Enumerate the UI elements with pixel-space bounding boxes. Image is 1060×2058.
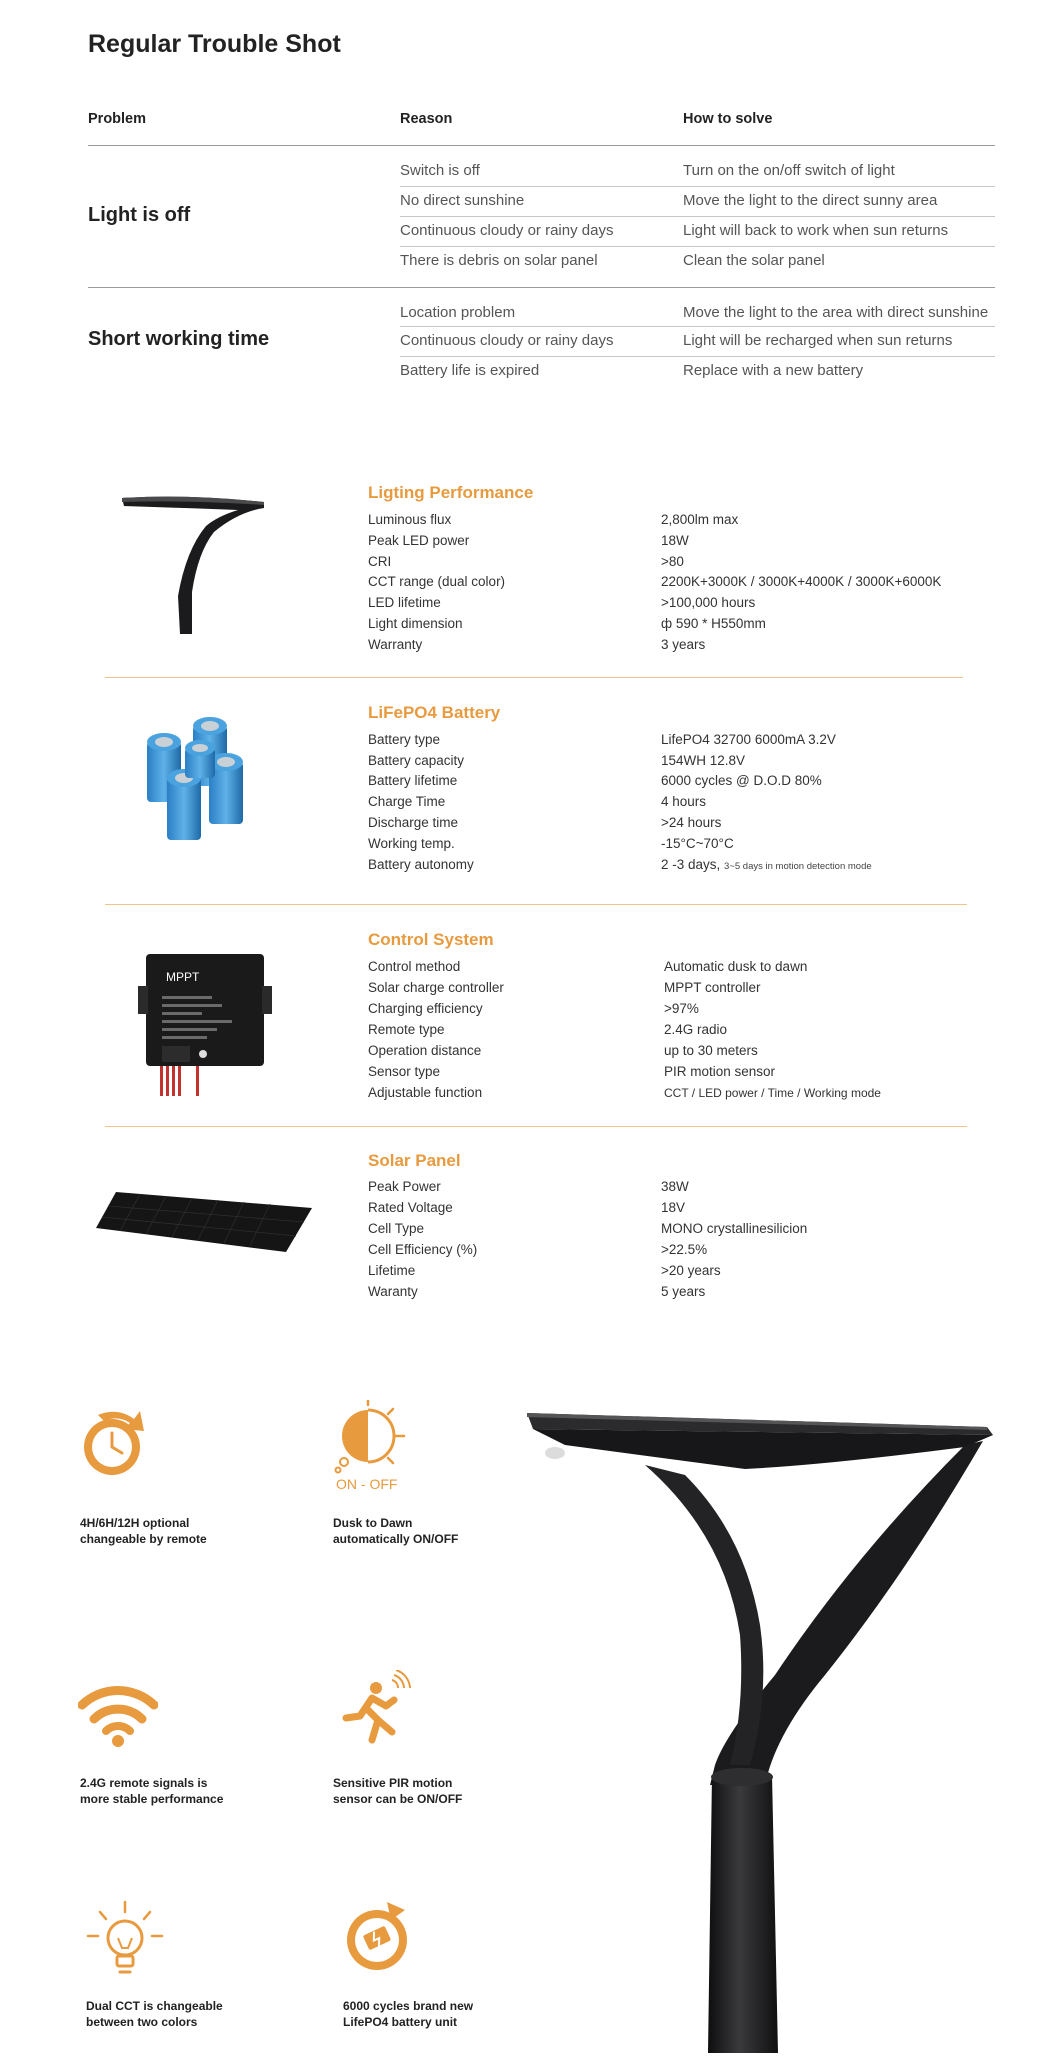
spec-value: Automatic dusk to dawn xyxy=(664,959,808,974)
spec-heading-control: Control System xyxy=(368,930,494,949)
problem-light-is-off: Light is off xyxy=(88,204,191,226)
spec-value: up to 30 meters xyxy=(664,1043,758,1058)
row-divider xyxy=(400,186,995,187)
spec-value: >97% xyxy=(664,1001,699,1016)
spec-value: >22.5% xyxy=(661,1242,708,1257)
spec-value: 4 hours xyxy=(661,794,707,809)
feature-label-dusk-dawn xyxy=(333,1515,533,1547)
feature-line: automatically ON/OFF xyxy=(333,1532,459,1546)
spec-value: >20 years xyxy=(661,1263,721,1278)
spec-value: 38W xyxy=(661,1179,689,1194)
table-cell-solution: Move the light to the direct sunny area xyxy=(683,192,938,209)
feature-line: 2.4G remote signals is xyxy=(80,1776,208,1790)
spec-value: 18V xyxy=(661,1200,686,1215)
table-cell-solution: Turn on the on/off switch of light xyxy=(683,162,895,179)
problem-short-working-time: Short working time xyxy=(88,328,270,350)
mppt-controller-image xyxy=(118,928,293,1113)
spec-label: Control method xyxy=(368,959,461,974)
spec-label: Battery lifetime xyxy=(368,773,458,788)
feature-line: Dusk to Dawn xyxy=(333,1516,413,1530)
battery-cycle-icon xyxy=(343,1898,415,1976)
spec-label: Battery autonomy xyxy=(368,857,474,872)
spec-label: Battery type xyxy=(368,732,441,747)
spec-label: Peak Power xyxy=(368,1179,441,1194)
spec-label: Rated Voltage xyxy=(368,1200,453,1215)
table-cell-reason: Continuous cloudy or rainy days xyxy=(400,332,614,349)
feature-label-remote xyxy=(80,1775,280,1807)
timer-icon xyxy=(78,1405,150,1480)
spec-value: 2.4G radio xyxy=(664,1022,728,1037)
feature-label-cct xyxy=(86,1998,286,2030)
wifi-signal-icon xyxy=(78,1683,158,1747)
group-divider xyxy=(88,287,995,288)
spec-value: 18W xyxy=(661,533,689,548)
feature-line: Dual CCT is changeable xyxy=(86,1999,223,2013)
spec-label: Solar charge controller xyxy=(368,980,504,995)
table-cell-reason: There is debris on solar panel xyxy=(400,252,598,269)
spec-label: Waranty xyxy=(368,1284,418,1299)
spec-value: 2200K+3000K / 3000K+4000K / 3000K+6000K xyxy=(661,574,942,589)
spec-value: PIR motion sensor xyxy=(664,1064,776,1079)
spec-value: >100,000 hours xyxy=(661,595,756,610)
table-header-rule xyxy=(88,145,995,146)
spec-heading-lighting: Ligting Performance xyxy=(368,483,534,502)
spec-label: Light dimension xyxy=(368,616,463,631)
table-cell-solution: Light will back to work when sun returns xyxy=(683,222,949,239)
spec-value: >80 xyxy=(661,554,684,569)
spec-heading-battery: LiFePO4 Battery xyxy=(368,703,501,722)
spec-label: Charge Time xyxy=(368,794,446,809)
spec-label: Sensor type xyxy=(368,1064,441,1079)
table-cell-reason: Location problem xyxy=(400,304,516,321)
feature-line: LifePO4 battery unit xyxy=(343,2015,458,2029)
spec-value xyxy=(661,857,872,872)
table-cell-solution: Replace with a new battery xyxy=(683,362,864,379)
spec-value: -15°C~70°C xyxy=(661,836,734,851)
on-off-text: ON - OFF xyxy=(336,1476,398,1492)
street-light-product-image xyxy=(525,1405,1005,2058)
feature-label-battery xyxy=(343,1998,543,2030)
controller-brand-text: MPPT xyxy=(166,970,200,984)
feature-line: changeable by remote xyxy=(80,1532,207,1546)
table-cell-solution: Clean the solar panel xyxy=(683,252,825,269)
column-header-problem: Problem xyxy=(88,111,147,127)
row-divider xyxy=(400,246,995,247)
section-divider xyxy=(105,1126,967,1127)
spec-label: Battery capacity xyxy=(368,753,465,768)
light-bulb-icon xyxy=(82,1898,168,1984)
section-divider xyxy=(105,904,967,905)
feature-line: between two colors xyxy=(86,2015,198,2029)
solar-panel-image xyxy=(94,1186,324,1261)
spec-value: 154WH 12.8V xyxy=(661,753,746,768)
row-divider xyxy=(400,356,995,357)
feature-line: Sensitive PIR motion xyxy=(333,1776,453,1790)
spec-label: LED lifetime xyxy=(368,595,441,610)
spec-label: Peak LED power xyxy=(368,533,470,548)
autonomy-days: 2 -3 days, xyxy=(661,857,721,872)
section-divider xyxy=(105,677,963,678)
spec-value: ф 590 * H550mm xyxy=(661,616,766,631)
row-divider xyxy=(400,326,995,327)
spec-label: Charging efficiency xyxy=(368,1001,483,1016)
lamp-head-image xyxy=(118,492,268,642)
spec-value: MPPT controller xyxy=(664,980,761,995)
spec-label: Cell Efficiency (%) xyxy=(368,1242,478,1257)
spec-value: 3 years xyxy=(661,637,706,652)
spec-label: Working temp. xyxy=(368,836,455,851)
spec-value: >24 hours xyxy=(661,815,722,830)
motion-sensor-icon xyxy=(332,1670,412,1752)
table-cell-reason: Battery life is expired xyxy=(400,362,540,379)
spec-label: Lifetime xyxy=(368,1263,416,1278)
battery-cells-image xyxy=(135,712,260,857)
table-cell-reason: Switch is off xyxy=(400,162,480,179)
spec-label: Warranty xyxy=(368,637,423,652)
spec-label: CRI xyxy=(368,554,392,569)
table-cell-solution: Move the light to the area with direct sunshine xyxy=(683,304,989,321)
spec-label: Luminous flux xyxy=(368,512,452,527)
spec-label: CCT range (dual color) xyxy=(368,574,506,589)
spec-value: MONO crystallinesilicion xyxy=(661,1221,808,1236)
spec-value: 2,800lm max xyxy=(661,512,739,527)
table-cell-solution: Light will be recharged when sun returns xyxy=(683,332,953,349)
table-cell-reason: Continuous cloudy or rainy days xyxy=(400,222,614,239)
spec-heading-solar: Solar Panel xyxy=(368,1151,461,1170)
feature-label-timer xyxy=(80,1515,280,1547)
spec-label: Remote type xyxy=(368,1022,445,1037)
autonomy-note: 3~5 days in motion detection mode xyxy=(724,861,872,872)
dusk-dawn-icon xyxy=(330,1400,412,1496)
row-divider xyxy=(400,216,995,217)
feature-line: more stable performance xyxy=(80,1792,224,1806)
spec-label: Operation distance xyxy=(368,1043,482,1058)
spec-value: LifePO4 32700 6000mA 3.2V xyxy=(661,732,836,747)
table-cell-reason: No direct sunshine xyxy=(400,192,525,209)
spec-label: Cell Type xyxy=(368,1221,425,1236)
spec-label: Discharge time xyxy=(368,815,459,830)
feature-label-pir xyxy=(333,1775,533,1807)
column-header-solution: How to solve xyxy=(683,111,773,127)
feature-line: 4H/6H/12H optional xyxy=(80,1516,190,1530)
spec-value: 5 years xyxy=(661,1284,706,1299)
page-title: Regular Trouble Shot xyxy=(88,30,341,58)
spec-value: CCT / LED power / Time / Working mode xyxy=(664,1086,881,1100)
column-header-reason: Reason xyxy=(400,111,453,127)
spec-label: Adjustable function xyxy=(368,1085,483,1100)
feature-line: 6000 cycles brand new xyxy=(343,1999,474,2013)
spec-value: 6000 cycles @ D.O.D 80% xyxy=(661,773,822,788)
feature-line: sensor can be ON/OFF xyxy=(333,1792,463,1806)
